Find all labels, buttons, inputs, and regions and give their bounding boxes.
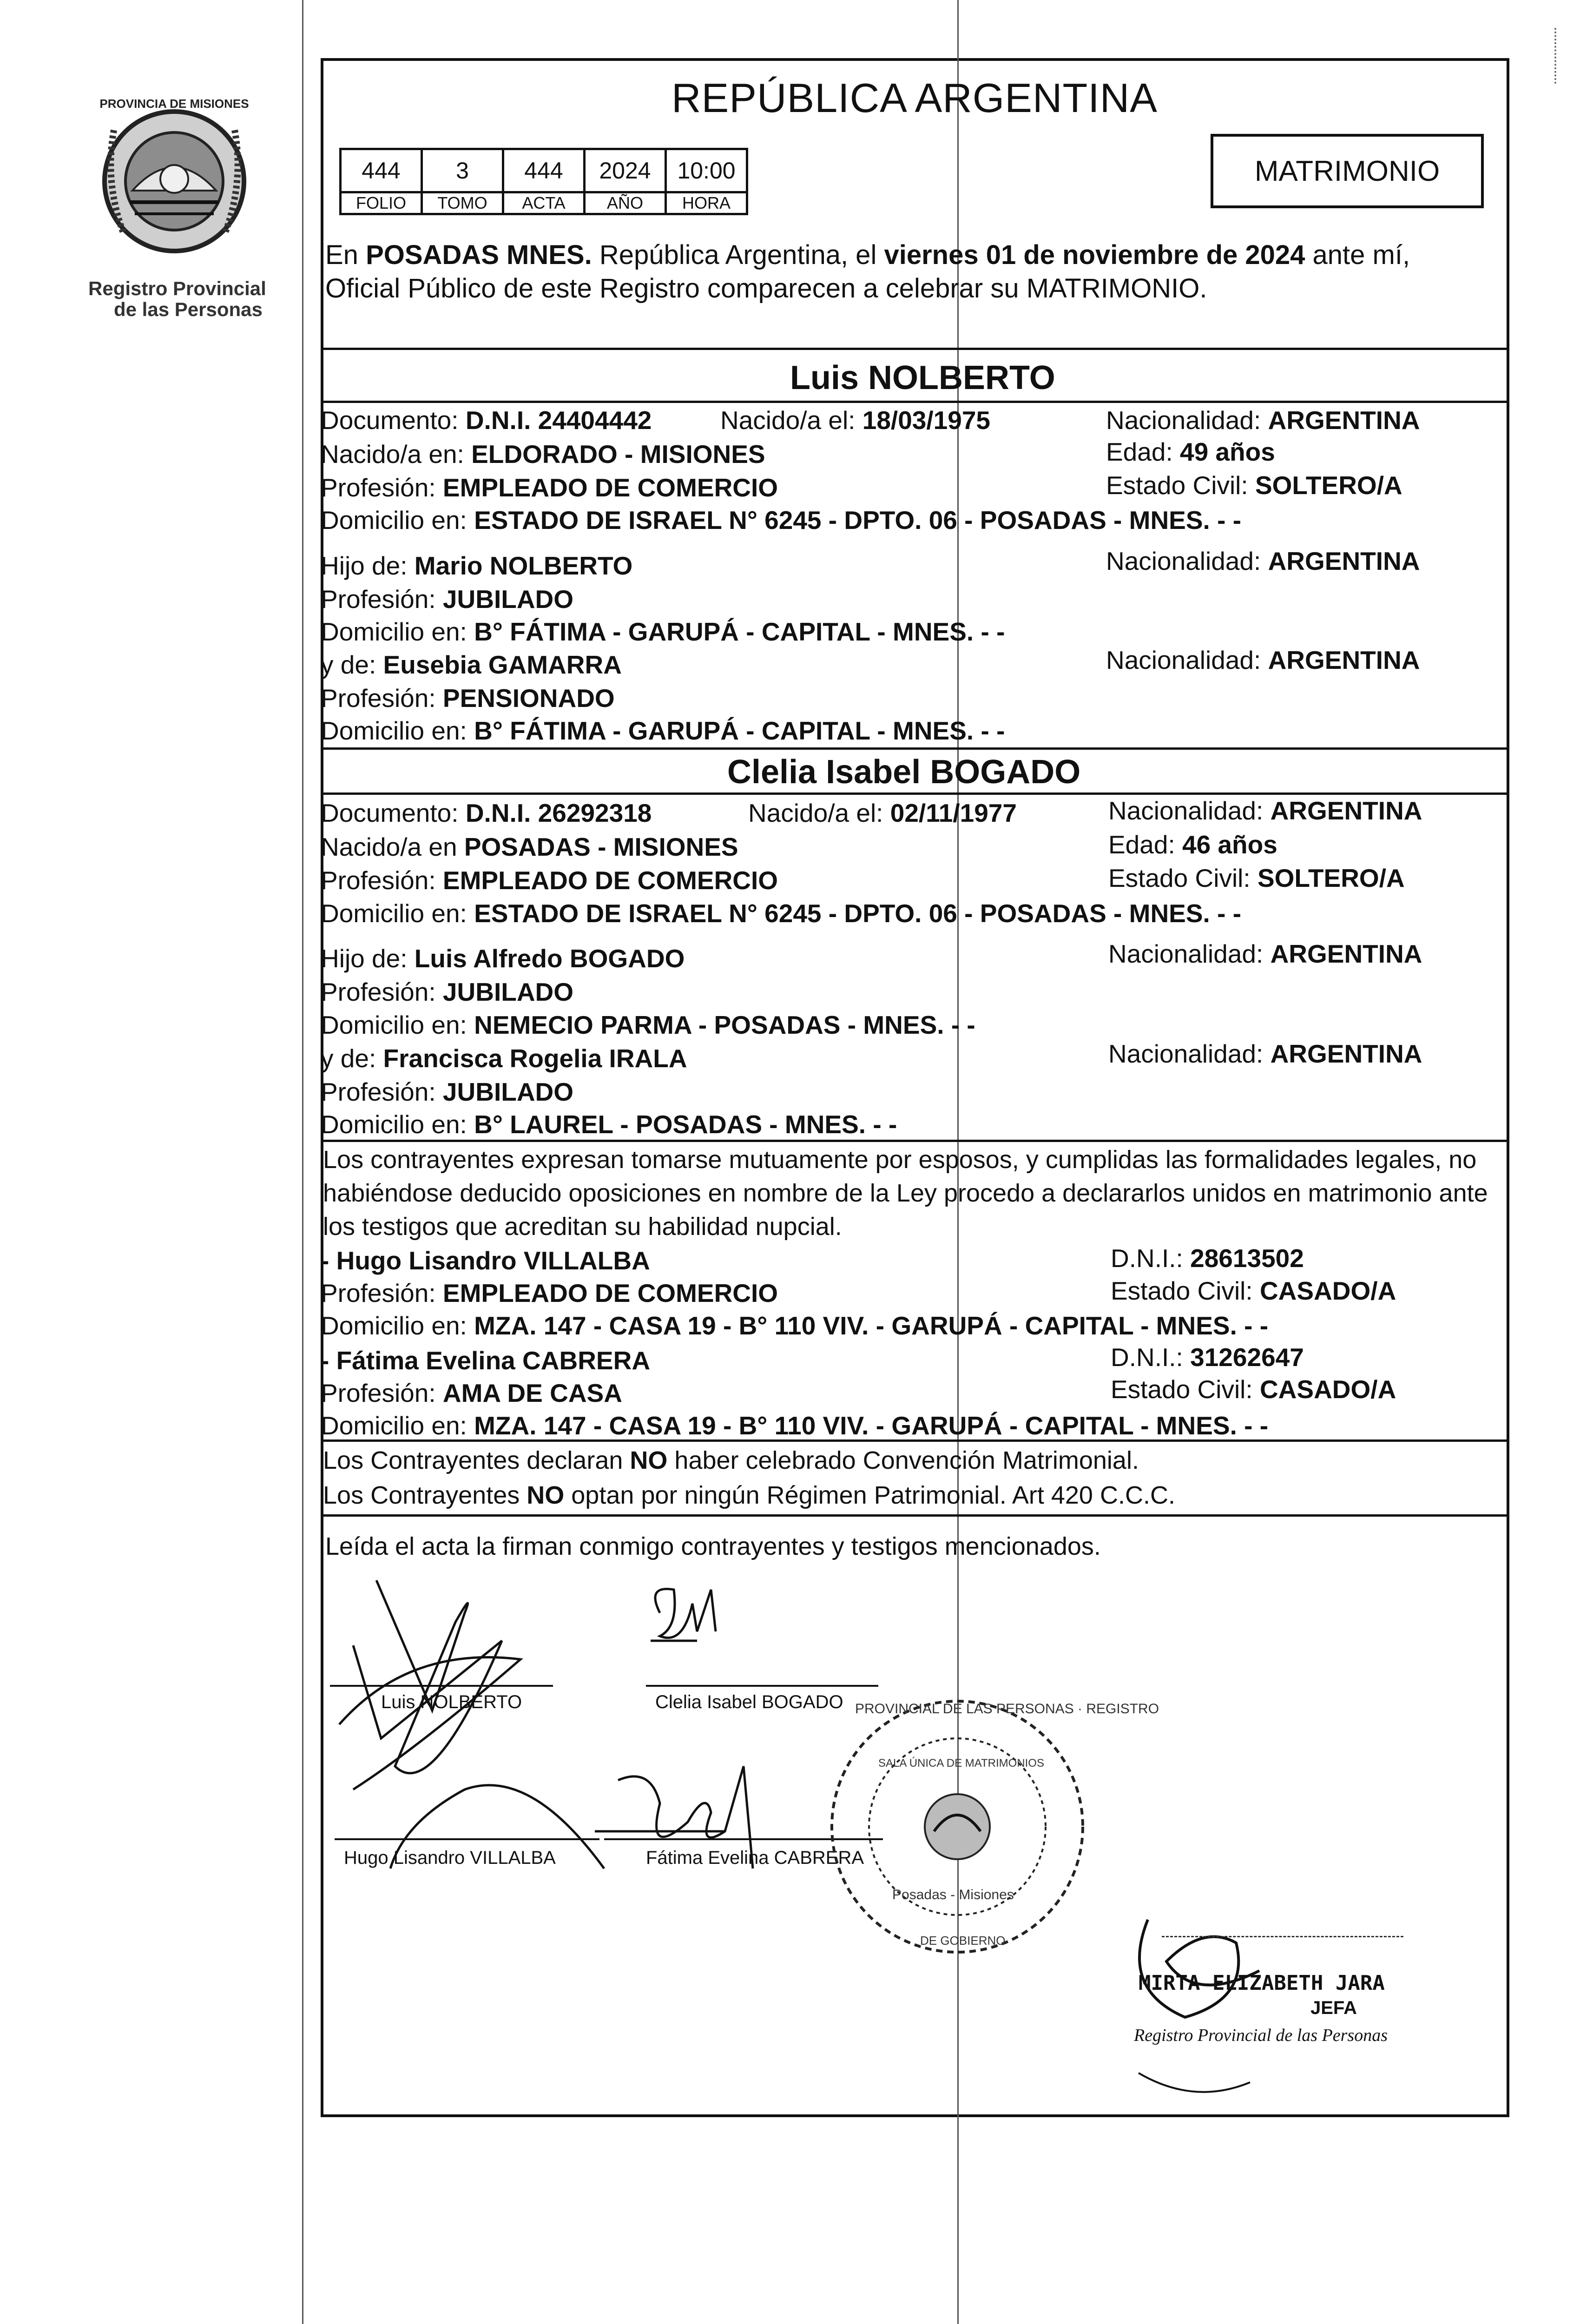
- official-signature-line: [1162, 1936, 1403, 1937]
- bride-signature-scribble: [651, 1589, 716, 1641]
- page-title: REPÚBLICA ARGENTINA: [672, 75, 1158, 121]
- groom-born: [720, 408, 990, 433]
- witness1-dni: [1111, 1246, 1304, 1271]
- convention-line-2: [323, 1483, 1175, 1508]
- declaration-line-3: los testigos que acreditan su habilidad nupcial.: [323, 1213, 842, 1241]
- groom-father-nat-label: Nacionalidad:: [1106, 547, 1268, 575]
- tomo-label: TOMO: [422, 192, 503, 214]
- bride-addr-label: Domicilio en:: [321, 899, 474, 928]
- bride-place-label: Nacido/a en: [321, 832, 464, 861]
- closing-text: Leída el acta la firman conmigo contrayentes y testigos mencionados.: [325, 1532, 1101, 1560]
- groom-nat: [1106, 408, 1420, 433]
- bride-addr: [321, 901, 1241, 926]
- bride-father-nat-label: Nacionalidad:: [1108, 939, 1271, 968]
- hora-value: 10:00: [666, 149, 747, 192]
- bride-father-job-label: Profesión:: [321, 977, 443, 1006]
- hora-label: HORA: [666, 192, 747, 214]
- groom-job-value: EMPLEADO DE COMERCIO: [442, 473, 778, 502]
- witness2-name: - Fátima Evelina CABRERA: [321, 1346, 651, 1375]
- groom-father-addr-label: Domicilio en:: [321, 617, 474, 646]
- scan-edge-line: [302, 0, 303, 2324]
- bride-job-value: EMPLEADO DE COMERCIO: [442, 866, 778, 895]
- bride-signature-caption: Clelia Isabel BOGADO: [655, 1692, 843, 1712]
- witness2-job-label: Profesión:: [321, 1379, 443, 1407]
- divider-groom-top: [321, 348, 1509, 350]
- groom-signature-caption: Luis NOLBERTO: [381, 1692, 522, 1712]
- declaration-line-2: habiéndose deducido oposiciones en nombre de la Ley procedo a declararlos unidos en matrimonio ante: [323, 1179, 1488, 1207]
- stamp-ring-text: PROVINCIAL DE LAS PERSONAS · REGISTRO: [855, 1701, 1159, 1717]
- bride-born-value: 02/11/1977: [890, 799, 1017, 827]
- witness1-signature-caption: Hugo Lisandro VILLALBA: [344, 1848, 556, 1868]
- bride-father-addr: [321, 1012, 975, 1038]
- divider-convention-top: [321, 1439, 1509, 1442]
- witness2-job-value: AMA DE CASA: [442, 1379, 622, 1407]
- bride-mother-nat-label: Nacionalidad:: [1108, 1039, 1271, 1068]
- intro-text-2: República Argentina, el: [592, 240, 884, 270]
- divider-closing-top: [321, 1514, 1509, 1517]
- witness1-civil: [1111, 1278, 1396, 1304]
- groom-mother-label: y de:: [321, 650, 383, 679]
- bride-job: [321, 868, 778, 893]
- bride-nat-value: ARGENTINA: [1270, 796, 1422, 825]
- divider-bride-top: [321, 747, 1509, 750]
- bride-mother-addr-label: Domicilio en:: [321, 1110, 474, 1139]
- divider-declaration-top: [321, 1140, 1509, 1142]
- official-stamp: [823, 1692, 1159, 1961]
- logo-caption-line2: de las Personas: [114, 298, 263, 320]
- groom-born-label: Nacido/a el:: [720, 406, 862, 435]
- groom-job-label: Profesión:: [321, 473, 443, 502]
- witness1-addr-value: MZA. 147 - CASA 19 - B° 110 VIV. - GARUPÁ - CAPITAL - MNES. - -: [474, 1311, 1269, 1340]
- bride-mother-nat-value: ARGENTINA: [1270, 1039, 1422, 1068]
- witness1-name: - Hugo Lisandro VILLALBA: [321, 1246, 650, 1275]
- bride-place-value: POSADAS - MISIONES: [464, 832, 738, 861]
- groom-father-job: [321, 587, 573, 612]
- provincial-seal-icon: [86, 88, 263, 284]
- bride-mother-value: Francisca Rogelia IRALA: [383, 1044, 687, 1073]
- folio-value: 444: [341, 149, 422, 192]
- groom-mother-job-value: PENSIONADO: [442, 684, 615, 713]
- bride-mother-job: [321, 1079, 573, 1105]
- groom-job: [321, 475, 778, 501]
- anio-label: AÑO: [585, 192, 666, 214]
- bride-age: [1108, 832, 1277, 858]
- bride-addr-value: ESTADO DE ISRAEL N° 6245 - DPTO. 06 - POSADAS - MNES. - -: [474, 899, 1242, 928]
- groom-father-value: Mario NOLBERTO: [414, 551, 633, 580]
- bride-born-label: Nacido/a el:: [748, 799, 890, 827]
- groom-mother-nat: [1106, 647, 1420, 673]
- groom-father: [321, 553, 632, 579]
- witness1-civil-value: CASADO/A: [1259, 1276, 1396, 1305]
- logo-caption-line1: Registro Provincial: [88, 277, 266, 299]
- groom-name: Luis NOLBERTO: [790, 359, 1055, 396]
- acta-label: ACTA: [503, 192, 585, 214]
- intro-line-2: Oficial Público de este Registro comparecen a celebrar su MATRIMONIO.: [325, 273, 1207, 304]
- groom-age-label: Edad:: [1106, 437, 1180, 466]
- groom-mother-nat-label: Nacionalidad:: [1106, 646, 1268, 674]
- bride-age-value: 46 años: [1182, 830, 1277, 859]
- convention-1-a: Los Contrayentes declaran: [323, 1446, 630, 1474]
- bride-age-label: Edad:: [1108, 830, 1183, 859]
- witness1-addr-label: Domicilio en:: [321, 1311, 474, 1340]
- intro-text-1: En: [325, 240, 366, 270]
- tomo-value: 3: [422, 149, 503, 192]
- act-type-box: MATRIMONIO: [1211, 134, 1484, 208]
- witness2-civil-label: Estado Civil:: [1111, 1375, 1260, 1404]
- groom-nat-value: ARGENTINA: [1268, 406, 1420, 435]
- logo-ring-text: PROVINCIA DE MISIONES: [99, 97, 249, 111]
- bride-signature-line: [646, 1685, 878, 1687]
- groom-civil: [1106, 473, 1402, 498]
- bride-civil: [1108, 865, 1405, 891]
- groom-doc-value: D.N.I. 24404442: [465, 406, 652, 435]
- witness2-addr: [321, 1413, 1268, 1439]
- groom-born-value: 18/03/1975: [862, 406, 991, 435]
- groom-place-value: ELDORADO - MISIONES: [471, 440, 765, 469]
- witness2-job: [321, 1380, 622, 1406]
- witness2-dni: [1111, 1345, 1304, 1370]
- groom-father-nat: [1106, 548, 1420, 574]
- witness2-addr-label: Domicilio en:: [321, 1411, 474, 1440]
- witness2-dni-label: D.N.I.:: [1111, 1343, 1191, 1372]
- bride-job-label: Profesión:: [321, 866, 443, 895]
- registry-logo: [86, 88, 266, 321]
- bride-doc-value: D.N.I. 26292318: [465, 799, 652, 827]
- convention-1-no: NO: [630, 1446, 668, 1474]
- witness1-job-value: EMPLEADO DE COMERCIO: [442, 1279, 778, 1307]
- witness1-dni-label: D.N.I.:: [1111, 1244, 1191, 1273]
- witness2-civil: [1111, 1377, 1396, 1402]
- groom-addr: [321, 508, 1241, 533]
- groom-mother-addr: [321, 718, 1005, 744]
- anio-value: 2024: [585, 149, 666, 192]
- groom-mother-addr-value: B° FÁTIMA - GARUPÁ - CAPITAL - MNES. - -: [474, 716, 1005, 745]
- bride-mother-job-label: Profesión:: [321, 1077, 443, 1106]
- intro-date: viernes 01 de noviembre de 2024: [884, 240, 1305, 270]
- witness1-addr: [321, 1313, 1268, 1339]
- bride-nat: [1108, 798, 1422, 824]
- official-org: Registro Provincial de las Personas: [1134, 2026, 1388, 2045]
- groom-father-addr: [321, 619, 1005, 645]
- bride-place: [321, 834, 738, 860]
- stamp-inner-text: SALA ÚNICA DE MATRIMONIOS: [878, 1757, 1044, 1769]
- groom-nat-label: Nacionalidad:: [1106, 406, 1268, 435]
- convention-2-no: NO: [527, 1481, 565, 1509]
- bride-father: [321, 946, 685, 971]
- divider-bride-name: [321, 792, 1509, 795]
- groom-father-nat-value: ARGENTINA: [1268, 547, 1420, 575]
- bride-civil-value: SOLTERO/A: [1257, 864, 1405, 892]
- bride-father-label: Hijo de:: [321, 944, 415, 973]
- bride-doc: [321, 800, 652, 826]
- witness2-civil-value: CASADO/A: [1259, 1375, 1396, 1404]
- groom-mother-value: Eusebia GAMARRA: [383, 650, 622, 679]
- witness2-addr-value: MZA. 147 - CASA 19 - B° 110 VIV. - GARUPÁ - CAPITAL - MNES. - -: [474, 1411, 1269, 1440]
- bride-mother-addr-value: B° LAUREL - POSADAS - MNES. - -: [474, 1110, 897, 1139]
- bride-mother: [321, 1046, 687, 1071]
- groom-age: [1106, 439, 1275, 465]
- bride-doc-label: Documento:: [321, 799, 466, 827]
- groom-father-job-label: Profesión:: [321, 585, 443, 614]
- groom-father-addr-value: B° FÁTIMA - GARUPÁ - CAPITAL - MNES. - -: [474, 617, 1005, 646]
- scan-edge-marks: [1554, 28, 1559, 84]
- bride-civil-label: Estado Civil:: [1108, 864, 1257, 892]
- bride-father-job-value: JUBILADO: [442, 977, 574, 1006]
- groom-father-job-value: JUBILADO: [442, 585, 574, 614]
- act-header-table: [339, 148, 748, 215]
- intro-line-1: [325, 242, 1410, 269]
- witness2-dni-value: 31262647: [1190, 1343, 1304, 1372]
- groom-civil-value: SOLTERO/A: [1255, 471, 1402, 500]
- groom-mother: [321, 652, 622, 678]
- witness1-signature-line: [335, 1838, 599, 1840]
- groom-father-label: Hijo de:: [321, 551, 415, 580]
- bride-mother-nat: [1108, 1041, 1422, 1067]
- witness2-signature-caption: Fátima Evelina CABRERA: [646, 1848, 864, 1868]
- bride-nat-label: Nacionalidad:: [1108, 796, 1271, 825]
- groom-mother-addr-label: Domicilio en:: [321, 716, 474, 745]
- groom-mother-job: [321, 686, 615, 711]
- groom-place: [321, 442, 765, 467]
- bride-name: Clelia Isabel BOGADO: [727, 753, 1081, 791]
- witness1-civil-label: Estado Civil:: [1111, 1276, 1260, 1305]
- bride-father-addr-value: NEMECIO PARMA - POSADAS - MNES. - -: [474, 1010, 975, 1039]
- bride-father-value: Luis Alfredo BOGADO: [414, 944, 685, 973]
- bride-father-nat: [1108, 941, 1422, 967]
- declaration-line-1: Los contrayentes expresan tomarse mutuamente por esposos, y cumplidas las formalidades legales, no: [323, 1146, 1477, 1174]
- bride-mother-label: y de:: [321, 1044, 383, 1073]
- bride-mother-addr: [321, 1112, 897, 1137]
- groom-addr-label: Domicilio en:: [321, 506, 474, 535]
- stamp-city-text: Posadas - Misiones: [892, 1887, 1014, 1902]
- bride-born: [748, 800, 1017, 826]
- bride-father-addr-label: Domicilio en:: [321, 1010, 474, 1039]
- folio-label: FOLIO: [341, 192, 422, 214]
- witness1-job: [321, 1281, 778, 1306]
- witness1-job-label: Profesión:: [321, 1279, 443, 1307]
- official-role: JEFA: [1310, 1998, 1357, 2018]
- convention-line-1: [323, 1448, 1139, 1473]
- bride-mother-job-value: JUBILADO: [442, 1077, 574, 1106]
- groom-place-label: Nacido/a en:: [321, 440, 472, 469]
- groom-doc-label: Documento:: [321, 406, 466, 435]
- acta-value: 444: [503, 149, 585, 192]
- groom-addr-value: ESTADO DE ISRAEL N° 6245 - DPTO. 06 - POSADAS - MNES. - -: [474, 506, 1242, 535]
- groom-mother-job-label: Profesión:: [321, 684, 443, 713]
- bride-father-nat-value: ARGENTINA: [1270, 939, 1422, 968]
- witness1-dni-value: 28613502: [1190, 1244, 1304, 1273]
- groom-civil-label: Estado Civil:: [1106, 471, 1255, 500]
- groom-signature-line: [330, 1685, 553, 1687]
- intro-place: POSADAS MNES.: [366, 240, 592, 270]
- intro-text-3: ante mí,: [1305, 240, 1410, 270]
- bride-father-job: [321, 979, 573, 1005]
- groom-mother-nat-value: ARGENTINA: [1268, 646, 1420, 674]
- stamp-seal-icon: [823, 1692, 1092, 1961]
- convention-1-c: haber celebrado Convención Matrimonial.: [667, 1446, 1139, 1474]
- groom-age-value: 49 años: [1180, 437, 1275, 466]
- stamp-bottom-text: DE GOBIERNO: [920, 1934, 1006, 1948]
- groom-doc: [321, 408, 652, 433]
- divider-groom-name: [321, 401, 1509, 403]
- convention-2-a: Los Contrayentes: [323, 1481, 527, 1509]
- official-name: MIRTA ELIZABETH JARA: [1139, 1971, 1385, 1995]
- convention-2-c: optan por ningún Régimen Patrimonial. Art 420 C.C.C.: [564, 1481, 1175, 1509]
